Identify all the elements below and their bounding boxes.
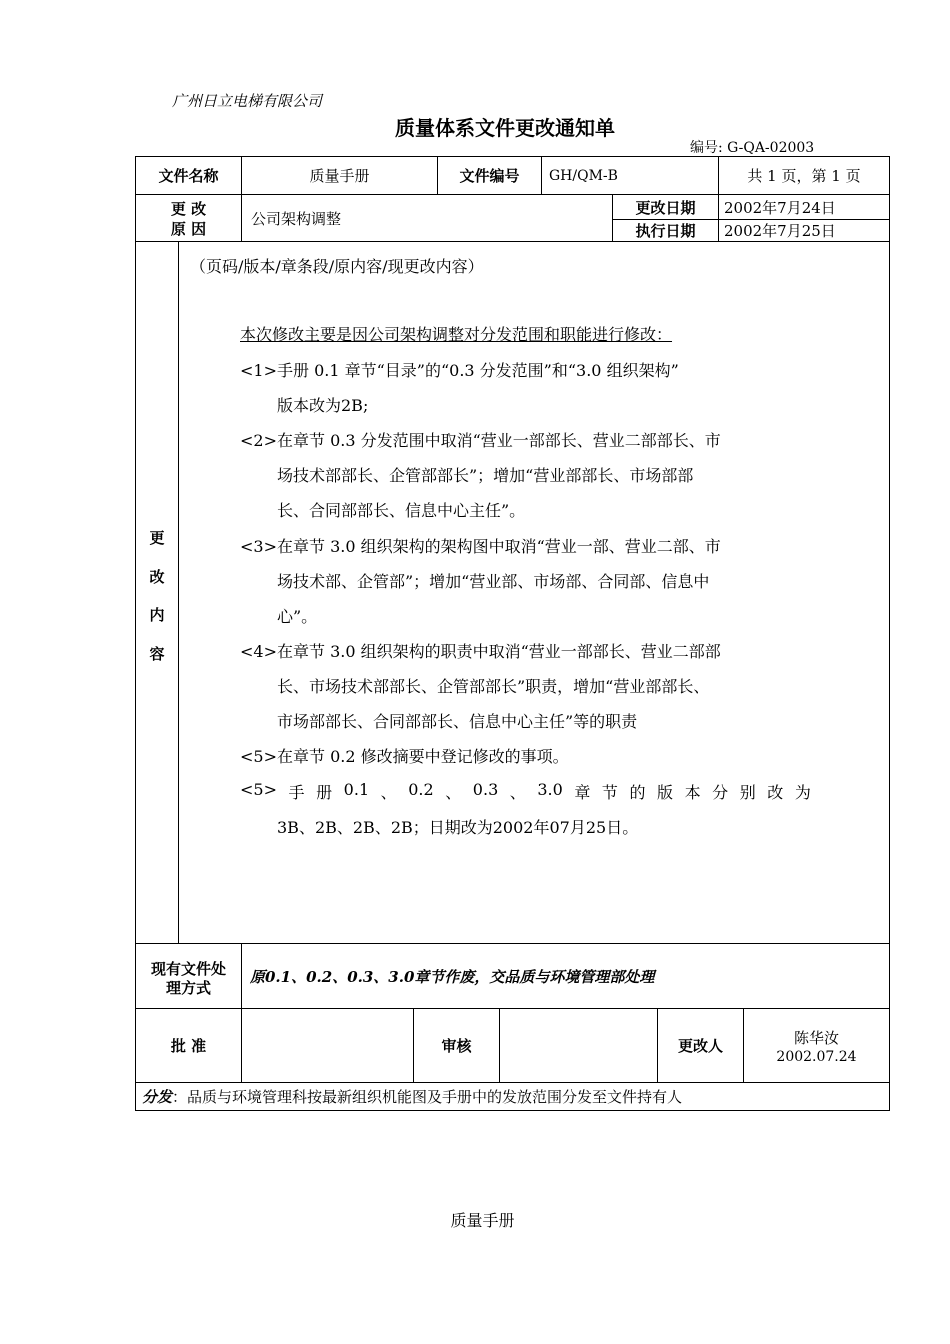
- token: <5>: [240, 780, 277, 799]
- file-code-value: GH/QM-B: [549, 167, 618, 184]
- file-name-label: 文件名称: [158, 167, 219, 185]
- distribution-note: [142, 1086, 682, 1107]
- token: 0.2: [408, 780, 434, 799]
- list-item-continuation: 场技术部、企管部”；增加“营业部、市场部、合同部、信息中: [277, 572, 710, 591]
- list-item-continuation: 长、合同部部长、信息中心主任”。: [277, 501, 526, 520]
- handling-label-line2: 理方式: [165, 978, 211, 997]
- handling-value: 原0.1、0.2、0.3、3.0章节作废，交品质与环境管理部处理: [250, 968, 655, 986]
- token: 的: [629, 783, 646, 802]
- approve-label: 批 准: [170, 1037, 207, 1055]
- list-item: <2>在章节 0.3 分发范围中取消“营业一部部长、营业二部部长、市: [240, 431, 721, 450]
- list-item-continuation: 场技术部部长、企管部部长”；增加“营业部部长、市场部部: [277, 466, 694, 485]
- distribution-text: ：品质与环境管理科按最新组织机能图及手册中的发放范围分发至文件持有人: [172, 1088, 683, 1106]
- token: 为: [794, 783, 811, 802]
- token: 本: [684, 783, 701, 802]
- content-label-char: 改: [149, 568, 165, 586]
- table-line: [541, 156, 542, 194]
- file-name-value: 质量手册: [309, 167, 370, 185]
- page-title: 质量体系文件更改通知单: [395, 116, 615, 140]
- content-label-char: 内: [149, 606, 165, 624]
- token: 、: [509, 783, 526, 802]
- token: 3.0: [537, 780, 563, 799]
- distribution-label: 分发: [142, 1088, 173, 1106]
- table-border-bottom: [135, 1110, 890, 1111]
- content-hint: （页码/版本/章条段/原内容/现更改内容）: [190, 257, 484, 276]
- token: 改: [767, 783, 784, 802]
- token: 0.3: [472, 780, 499, 799]
- list-item-continuation: 心”。: [277, 607, 318, 626]
- token: 册: [316, 783, 333, 802]
- modifier-name: 陈华汝: [793, 1028, 839, 1047]
- handling-label-line1: 现有文件处: [150, 959, 226, 978]
- reason-value: 公司架构调整: [251, 209, 342, 228]
- content-label-char: 容: [149, 645, 165, 663]
- token: 章: [574, 783, 591, 802]
- review-value: [500, 1009, 657, 1082]
- company-name: 广州日立电梯有限公司: [172, 92, 323, 110]
- token: 0.1: [343, 780, 370, 799]
- list-item-continuation: 3B、2B、2B、2B；日期改为2002年07月25日。: [277, 818, 639, 837]
- exec-date-value: 2002年7月25日: [724, 222, 836, 240]
- reason-label-line2: 原 因: [170, 219, 207, 238]
- document-number: 编号: G-QA-02003: [690, 140, 815, 156]
- list-item: <3>在章节 3.0 组织架构的架构图中取消“营业一部、营业二部、市: [240, 537, 721, 556]
- exec-date-label: 执行日期: [635, 222, 696, 240]
- list-item-continuation: 版本改为2B;: [277, 396, 369, 415]
- table-line: [135, 943, 890, 944]
- reason-label-line1: 更 改: [170, 199, 207, 218]
- list-item-continuation: 市场部部长、合同部部长、信息中心主任”等的职责: [277, 712, 638, 731]
- table-line: [178, 241, 179, 943]
- content-label-char: 更: [149, 529, 165, 547]
- table-line: [135, 241, 890, 242]
- list-item: <4>在章节 3.0 组织架构的职责中取消“营业一部部长、营业二部部: [240, 642, 721, 661]
- page-footer: 质量手册: [450, 1211, 515, 1230]
- file-code-label: 文件编号: [459, 167, 520, 185]
- change-date-label: 更改日期: [635, 198, 696, 217]
- table-border-right: [889, 156, 890, 1110]
- token: 分: [712, 783, 729, 802]
- token: 、: [445, 783, 462, 802]
- list-item: <1>手册 0.1 章节“目录”的“0.3 分发范围”和“3.0 组织架构”: [240, 361, 679, 380]
- token: 别: [739, 783, 756, 802]
- approve-value: [242, 1009, 413, 1082]
- table-line: [135, 1082, 890, 1083]
- token: 版: [657, 783, 674, 802]
- page-info: 共 1 页，第 1 页: [747, 167, 861, 185]
- token: 、: [380, 783, 397, 802]
- token: 节: [601, 783, 618, 802]
- token: 手: [288, 783, 305, 802]
- list-item: <5>在章节 0.2 修改摘要中登记修改的事项。: [240, 747, 569, 766]
- modifier-date: 2002.07.24: [776, 1049, 857, 1065]
- list-item-continuation: 长、市场技术部部长、企管部部长”职责，增加“营业部部长、: [277, 677, 710, 696]
- content-intro: 本次修改主要是因公司架构调整对分发范围和职能进行修改：: [240, 325, 673, 344]
- modifier-label: 更改人: [677, 1037, 723, 1055]
- change-date-value: 2002年7月24日: [724, 198, 836, 217]
- list-item-justified: [240, 780, 811, 803]
- review-label: 审核: [441, 1037, 472, 1055]
